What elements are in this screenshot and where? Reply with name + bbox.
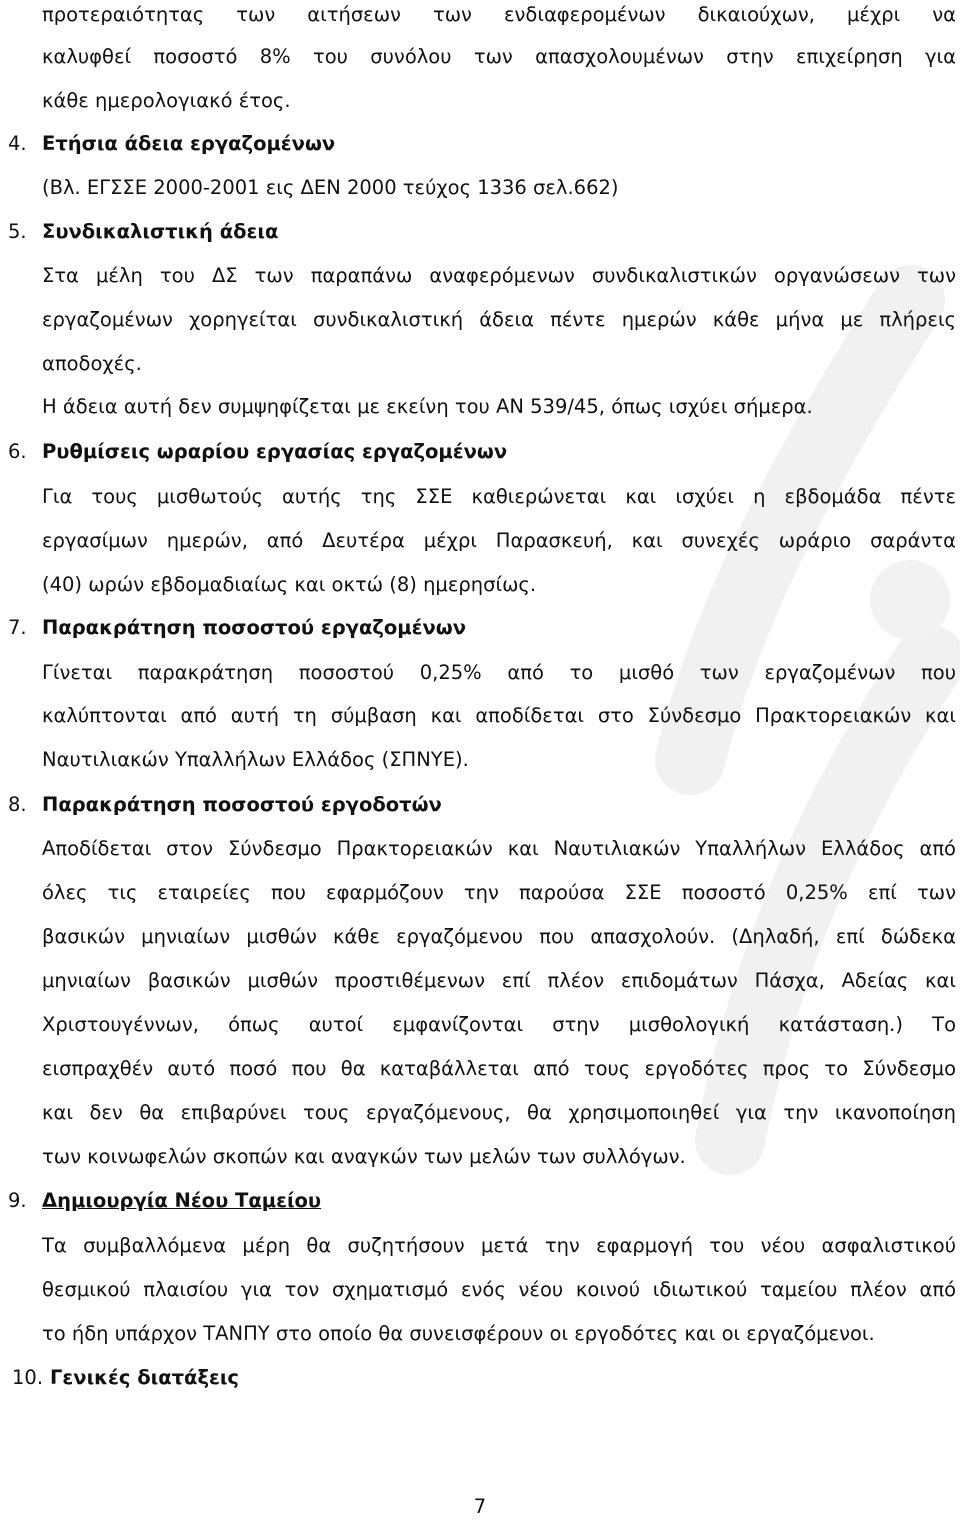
text-line: Χριστουγέννων, όπως αυτοί εμφανίζονται στην μισθολογική κατάσταση.) Το (42, 1013, 956, 1036)
text-line: Αποδίδεται στον Σύνδεσμο Πρακτορειακών και Ναυτιλιακών Υπαλλήλων Ελλάδος από (42, 837, 956, 860)
text-line: Η άδεια αυτή δεν συμψηφίζεται με εκείνη του ΑΝ 539/45, όπως ισχύει σήμερα. (42, 395, 813, 418)
section-number: 5. (8, 220, 27, 243)
text-line: προτεραιότητας των αιτήσεων των ενδιαφερομένων δικαιούχων, μέχρι να (42, 3, 956, 26)
text-line: καλύπτονται από αυτή τη σύμβαση και αποδίδεται στο Σύνδεσμο Πρακτορειακών και (42, 704, 956, 727)
text-line: Γίνεται παρακράτηση ποσοστού 0,25% από το μισθό των εργαζομένων που (42, 661, 956, 684)
text-line: το ήδη υπάρχον ΤΑΝΠΥ στο οποίο θα συνεισφέρουν οι εργοδότες και οι εργαζόμενοι. (42, 1322, 875, 1345)
text-line: όλες τις εταιρείες που εφαρμόζουν την παρούσα ΣΣΕ ποσοστό 0,25% επί των (42, 881, 956, 904)
text-line: Τα συμβαλλόμενα μέρη θα συζητήσουν μετά την εφαρμογή του νέου ασφαλιστικού (42, 1234, 956, 1257)
text-line: (Βλ. ΕΓΣΣΕ 2000-2001 εις ΔΕΝ 2000 τεύχος 1336 σελ.662) (42, 176, 619, 199)
text-line: καλυφθεί ποσοστό 8% του συνόλου των απασχολουμένων στην επιχείρηση για (42, 45, 956, 68)
text-line: και δεν θα επιβαρύνει τους εργαζόμενους, θα χρησιμοποιηθεί για την ικανοποίηση (42, 1101, 956, 1124)
text-line: Για τους μισθωτούς αυτής της ΣΣΕ καθιερώνεται και ισχύει η εβδομάδα πέντε (42, 485, 956, 508)
section-number: 6. (8, 440, 27, 463)
section-heading: Ετήσια άδεια εργαζομένων (42, 132, 336, 155)
section-heading: Δημιουργία Νέου Ταμείου (42, 1189, 322, 1212)
text-line: Ναυτιλιακών Υπαλλήλων Ελλάδος (ΣΠΝΥΕ). (42, 748, 469, 771)
section-number: 8. (8, 793, 27, 816)
section-number: 4. (8, 132, 27, 155)
text-line: (40) ωρών εβδομαδιαίως και οκτώ (8) ημερησίως. (42, 573, 537, 596)
section-number: 9. (8, 1189, 27, 1212)
section-number: 10. (12, 1366, 44, 1389)
text-line: βασικών μηνιαίων μισθών κάθε εργαζόμενου που απασχολούν. (Δηλαδή, επί δώδεκα (42, 925, 956, 948)
section-heading: Παρακράτηση ποσοστού εργαζομένων (42, 616, 466, 639)
text-line: αποδοχές. (42, 352, 142, 375)
section-heading: Ρυθμίσεις ωραρίου εργασίας εργαζομένων (42, 440, 508, 463)
text-line: εργαζομένων χορηγείται συνδικαλιστική άδεια πέντε ημερών κάθε μήνα με πλήρεις (42, 308, 956, 331)
section-number: 7. (8, 616, 27, 639)
section-heading: Συνδικαλιστική άδεια (42, 220, 279, 243)
text-line: των κοινωφελών σκοπών και αναγκών των μελών των συλλόγων. (42, 1145, 686, 1168)
page-number: 7 (473, 1495, 487, 1518)
text-line: κάθε ημερολογιακό έτος. (42, 89, 291, 112)
text-line: εισπραχθέν αυτό ποσό που θα καταβάλλεται από τους εργοδότες προς το Σύνδεσμο (42, 1057, 956, 1080)
section-heading: Παρακράτηση ποσοστού εργοδοτών (42, 793, 442, 816)
text-line: θεσμικού πλαισίου για τον σχηματισμό ενός νέου κοινού ιδιωτικού ταμείου πλέον από (42, 1278, 956, 1301)
section-heading: Γενικές διατάξεις (50, 1366, 239, 1389)
text-line: εργασίμων ημερών, από Δευτέρα μέχρι Παρασκευή, και συνεχές ωράριο σαράντα (42, 529, 956, 552)
text-line: Στα μέλη του ΔΣ των παραπάνω αναφερόμενων συνδικαλιστικών οργανώσεων των (42, 264, 956, 287)
text-line: μηνιαίων βασικών μισθών προστιθέμενων επί πλέον επιδομάτων Πάσχα, Αδείας και (42, 969, 956, 992)
